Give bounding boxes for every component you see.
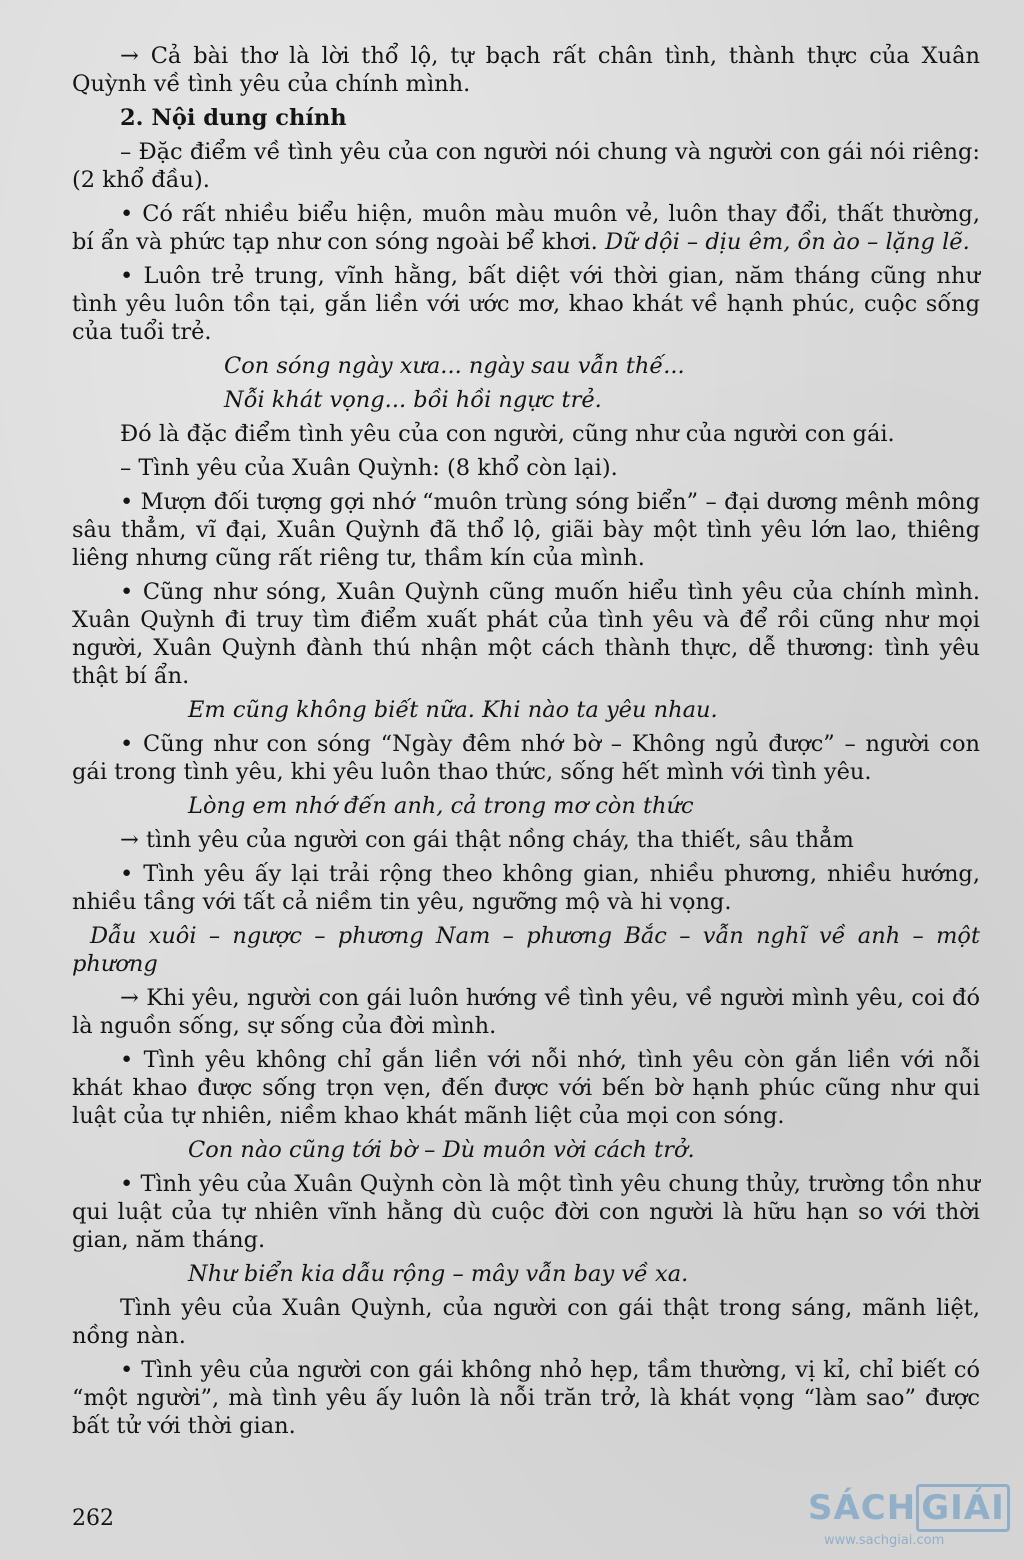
- bullet-italic-tail: Dữ dội – dịu êm, ồn ào – lặng lẽ.: [597, 229, 970, 255]
- bullet-expressions: [72, 200, 980, 256]
- paragraph-characteristics: – Đặc điểm về tình yêu của con người nói chung và người con gái nói riêng: (2 khổ đầu).: [72, 139, 980, 193]
- poem-quote: Lòng em nhớ đến anh, cả trong mơ còn thức: [188, 793, 694, 819]
- poem-quote: Em cũng không biết nữa. Khi nào ta yêu nhau.: [188, 697, 718, 723]
- bullet-mystery: • Cũng như sóng, Xuân Quỳnh cũng muốn hiểu tình yêu của chính mình. Xuân Quỳnh đi truy tìm điểm xuất phát của tình yêu và để rồi cũng như mọi người, Xuân Quỳnh đành thú nhận một cách thành thực, dễ thương: tình yêu thật bí ẩn.: [72, 579, 980, 689]
- paragraph-subheading: – Tình yêu của Xuân Quỳnh: (8 khổ còn lại).: [120, 455, 618, 481]
- bullet-space: • Tình yêu ấy lại trải rộng theo không gian, nhiều phương, nhiều hướng, nhiều tầng với tất cả niềm tin yêu, ngưỡng mộ và hi vọng.: [72, 861, 980, 915]
- watermark-logo: [808, 1484, 1018, 1554]
- page-number: 262: [72, 1506, 114, 1531]
- paragraph-conclusion: → Cả bài thơ là lời thổ lộ, tự bạch rất chân tình, thành thực của Xuân Quỳnh về tình yêu của chính mình.: [72, 43, 980, 97]
- section-heading: 2. Nội dung chính: [120, 105, 347, 131]
- bullet-text: • Có rất nhiều biểu hiện, muôn màu muôn vẻ, luôn thay đổi, thất thường, bí ẩn và phức tạp như con sóng ngoài bể khơi.: [72, 201, 980, 255]
- bullet-sleepless: • Cũng như con sóng “Ngày đêm nhớ bờ – Không ngủ được” – người con gái trong tình yêu, khi yêu luôn thao thức, sống hết mình với tình yêu.: [72, 731, 980, 785]
- bullet-faithful: • Tình yêu của Xuân Quỳnh còn là một tình yêu chung thủy, trường tồn như qui luật của tự nhiên vĩnh hằng dù cuộc đời con người là hữu hạn so với thời gian, năm tháng.: [72, 1171, 980, 1253]
- page-body: [72, 42, 980, 1446]
- bullet-ocean: • Mượn đối tượng gợi nhớ “muôn trùng sóng biển” – đại dương mênh mông sâu thẳm, vĩ đại, Xuân Quỳnh đã thổ lộ, giãi bày một tình yêu lớn lao, thiêng liêng nhưng cũng rất riêng tư, thầm kín của mình.: [72, 489, 980, 571]
- watermark-right: GIẢI: [916, 1484, 1010, 1532]
- paragraph-summary: Tình yêu của Xuân Quỳnh, của người con gái thật trong sáng, mãnh liệt, nồng nàn.: [72, 1295, 980, 1349]
- watermark-title: [808, 1484, 1018, 1532]
- watermark-left: SÁCH: [808, 1488, 917, 1528]
- poem-quote: Con sóng ngày xưa... ngày sau vẫn thế...: [224, 353, 685, 379]
- paragraph-arrow: → tình yêu của người con gái thật nồng cháy, tha thiết, sâu thẳm: [120, 827, 854, 853]
- poem-quote: Con nào cũng tới bờ – Dù muôn vời cách trở.: [188, 1137, 695, 1163]
- poem-quote: Dẫu xuôi – ngược – phương Nam – phương Bắc – vẫn nghĩ về anh – một phương: [72, 923, 980, 977]
- paragraph-arrow: → Khi yêu, người con gái luôn hướng về tình yêu, về người mình yêu, coi đó là nguồn sống, sự sống của đời mình.: [72, 985, 980, 1039]
- poem-quote: Như biển kia dẫu rộng – mây vẫn bay về xa.: [188, 1261, 689, 1287]
- poem-quote: Nỗi khát vọng... bồi hồi ngực trẻ.: [224, 387, 602, 413]
- bullet-aspiration: • Tình yêu của người con gái không nhỏ hẹp, tầm thường, vị kỉ, chỉ biết có “một người”, mà tình yêu ấy luôn là nỗi trăn trở, là khát vọng “làm sao” được bất tử với thời gian.: [72, 1357, 980, 1439]
- watermark-url: www.sachgiai.com: [824, 1533, 945, 1548]
- bullet-youthful: • Luôn trẻ trung, vĩnh hằng, bất diệt với thời gian, năm tháng cũng như tình yêu luôn tồn tại, gắn liền với ước mơ, khao khát về hạnh phúc, cuộc sống của tuổi trẻ.: [72, 263, 980, 345]
- bullet-longing: • Tình yêu không chỉ gắn liền với nỗi nhớ, tình yêu còn gắn liền với nỗi khát khao được sống trọn vẹn, đến được với bến bờ hạnh phúc cũng như qui luật của tự nhiên, niềm khao khát mãnh liệt của mọi con sóng.: [72, 1047, 980, 1129]
- paragraph-summary: Đó là đặc điểm tình yêu của con người, cũng như của người con gái.: [120, 421, 895, 447]
